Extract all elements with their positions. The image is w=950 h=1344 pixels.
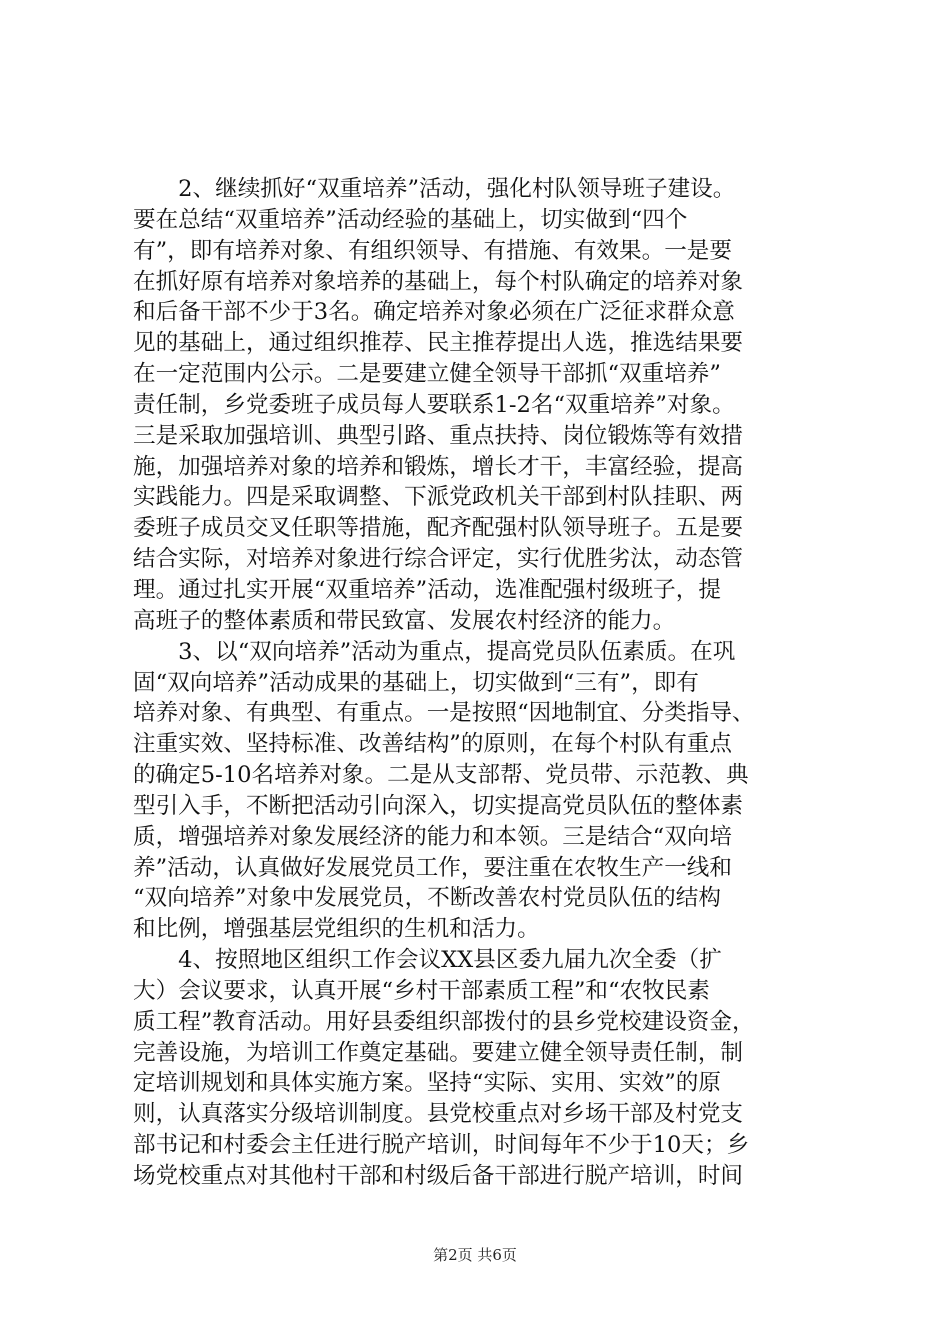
text-line: 高班子的整体素质和带民致富、发展农村经济的能力。 bbox=[133, 607, 676, 634]
text-line: 实践能力。四是采取调整、下派党政机关干部到村队挂职、两 bbox=[133, 484, 744, 511]
text-line: 施，加强培养对象的培养和锻炼，增长才干，丰富经验，提高 bbox=[133, 453, 744, 480]
text-line: 质工程”教育活动。用好县委组织部拨付的县乡党校建设资金， bbox=[133, 1008, 755, 1035]
text-line: 部书记和村委会主任进行脱产培训，时间每年不少于10天；乡 bbox=[133, 1132, 750, 1159]
text-line: 型引入手，不断把活动引向深入，切实提高党员队伍的整体素 bbox=[133, 792, 744, 819]
text-line: 在抓好原有培养对象培养的基础上，每个村队确定的培养对象 bbox=[133, 268, 744, 295]
text-line: 责任制，乡党委班子成员每人要联系1-2名“双重培养”对象。 bbox=[133, 391, 735, 418]
text-line: 注重实效、坚持标准、改善结构”的原则，在每个村队有重点 bbox=[133, 731, 732, 758]
text-line: 质，增强培养对象发展经济的能力和本领。三是结合“双向培 bbox=[133, 823, 732, 850]
page-footer: 第2页 共6页 bbox=[433, 1246, 517, 1264]
text-line: 三是采取加强培训、典型引路、重点扶持、岗位锻炼等有效措 bbox=[133, 422, 744, 449]
body-text bbox=[133, 174, 817, 1192]
text-line: 则，认真落实分级培训制度。县党校重点对乡场干部及村党支 bbox=[133, 1101, 744, 1128]
text-line: 固“双向培养”活动成果的基础上，切实做到“三有”，即有 bbox=[133, 669, 699, 696]
text-line: “双向培养”对象中发展党员，不断改善农村党员队伍的结构 bbox=[133, 885, 721, 912]
text-line: 见的基础上，通过组织推荐、民主推荐提出人选，推选结果要 bbox=[133, 330, 744, 357]
text-line: 完善设施，为培训工作奠定基础。要建立健全领导责任制，制 bbox=[133, 1039, 744, 1066]
text-line: 结合实际，对培养对象进行综合评定，实行优胜劣汰，动态管 bbox=[133, 546, 744, 573]
text-line: 理。通过扎实开展“双重培养”活动，选准配强村级班子，提 bbox=[133, 576, 721, 603]
text-line: 场党校重点对其他村干部和村级后备干部进行脱产培训，时间 bbox=[133, 1163, 744, 1189]
text-line: 和比例，增强基层党组织的生机和活力。 bbox=[133, 916, 540, 943]
text-line: 大）会议要求，认真开展“乡村干部素质工程”和“农牧民素 bbox=[133, 977, 710, 1004]
text-line: 要在总结“双重培养”活动经验的基础上，切实做到“四个 bbox=[133, 206, 688, 233]
text-line: 3、以“双向培养”活动为重点，提高党员队伍素质。在巩 bbox=[133, 638, 736, 665]
text-line: 4、按照地区组织工作会议XX县区委九届九次全委（扩 bbox=[133, 947, 722, 974]
text-line: 委班子成员交叉任职等措施，配齐配强村队领导班子。五是要 bbox=[133, 515, 744, 542]
text-line: 培养对象、有典型、有重点。一是按照“因地制宜、分类指导、 bbox=[133, 700, 755, 727]
text-line: 有”，即有培养对象、有组织领导、有措施、有效果。一是要 bbox=[133, 237, 732, 264]
text-line: 2、继续抓好“双重培养”活动，强化村队领导班子建设。 bbox=[133, 176, 736, 202]
text-line: 养”活动，认真做好发展党员工作，要注重在农牧生产一线和 bbox=[133, 854, 732, 881]
text-line: 定培训规划和具体实施方案。坚持“实际、实用、实效”的原 bbox=[133, 1070, 721, 1097]
text-line: 在一定范围内公示。二是要建立健全领导干部抓“双重培养” bbox=[133, 361, 721, 388]
text-line: 和后备干部不少于3名。确定培养对象必须在广泛征求群众意 bbox=[133, 299, 735, 326]
text-line: 的确定5-10名培养对象。二是从支部帮、党员带、示范教、典 bbox=[133, 762, 749, 789]
